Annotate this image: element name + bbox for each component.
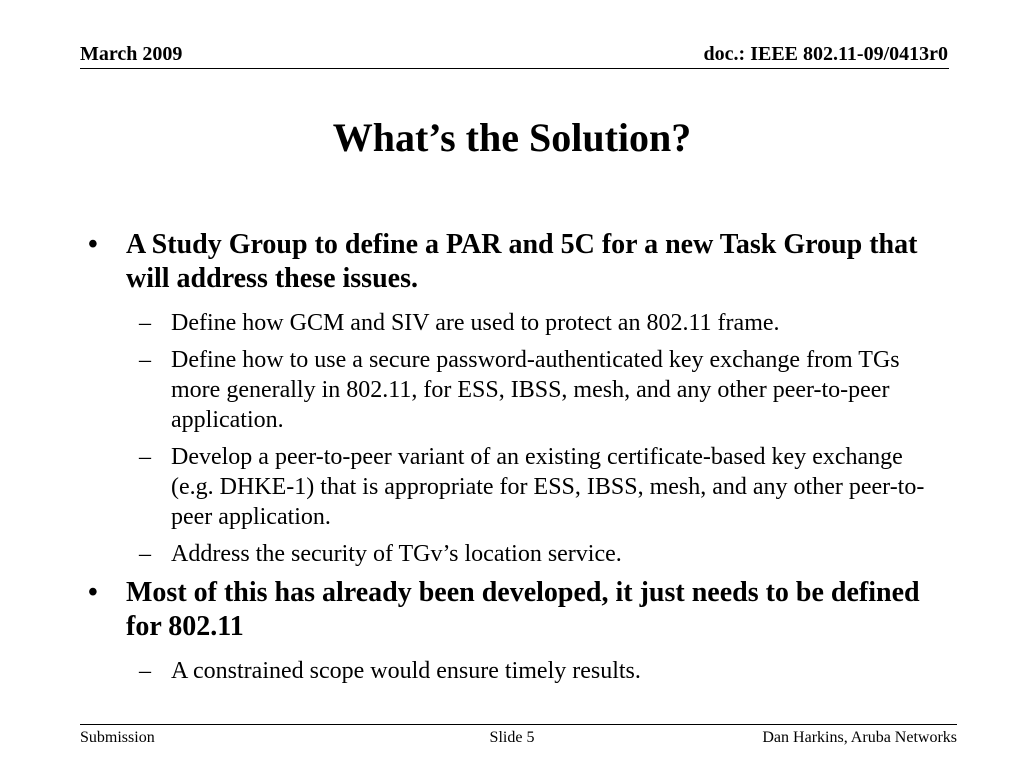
sub-bullet-1-2	[80, 345, 950, 435]
slide-title: What’s the Solution?	[332, 115, 692, 160]
dash-mark: –	[139, 658, 151, 684]
slide-body	[80, 228, 950, 693]
sub-bullet-2-1	[80, 656, 950, 686]
footer-submission: Submission	[80, 729, 155, 746]
sub-bullet-text: Define how GCM and SIV are used to protect an 802.11 frame.	[171, 310, 780, 336]
sub-bullet-1-4	[80, 539, 950, 569]
dash-mark: –	[139, 310, 151, 336]
sub-bullet-text: Develop a peer-to-peer variant of an existing certificate-based key exchange (e.g. DHKE-1) that is appropriate for ESS, IBSS, mesh, and any other peer-to-peer application.	[171, 444, 925, 530]
footer-author: Dan Harkins, Aruba Networks	[762, 729, 957, 746]
sub-bullet-text: Define how to use a secure password-authenticated key exchange from TGs more generally in 802.11, for ESS, IBSS, mesh, and any other peer-to-peer application.	[171, 347, 900, 433]
dash-mark: –	[139, 444, 151, 470]
header-rule	[80, 68, 949, 69]
sub-bullet-text: Address the security of TGv’s location service.	[171, 541, 622, 567]
bullet-mark: •	[88, 229, 98, 260]
sub-bullet-text: A constrained scope would ensure timely results.	[171, 658, 641, 684]
dash-mark: –	[139, 347, 151, 373]
sub-bullet-1-3	[80, 442, 950, 532]
header-date: March 2009	[80, 43, 183, 65]
footer-slide-number: Slide 5	[489, 729, 535, 746]
bullet-mark: •	[88, 577, 98, 608]
dash-mark: –	[139, 541, 151, 567]
sub-bullet-1-1	[80, 308, 950, 338]
bullet-2	[80, 576, 950, 644]
bullet-2-text: Most of this has already been developed, it just needs to be defined for 802.11	[126, 577, 920, 642]
header-doc-id: doc.: IEEE 802.11-09/0413r0	[703, 43, 948, 65]
bullet-1	[80, 228, 950, 296]
bullet-1-text: A Study Group to define a PAR and 5C for a new Task Group that will address these issues.	[126, 229, 918, 294]
footer-rule	[80, 724, 957, 725]
